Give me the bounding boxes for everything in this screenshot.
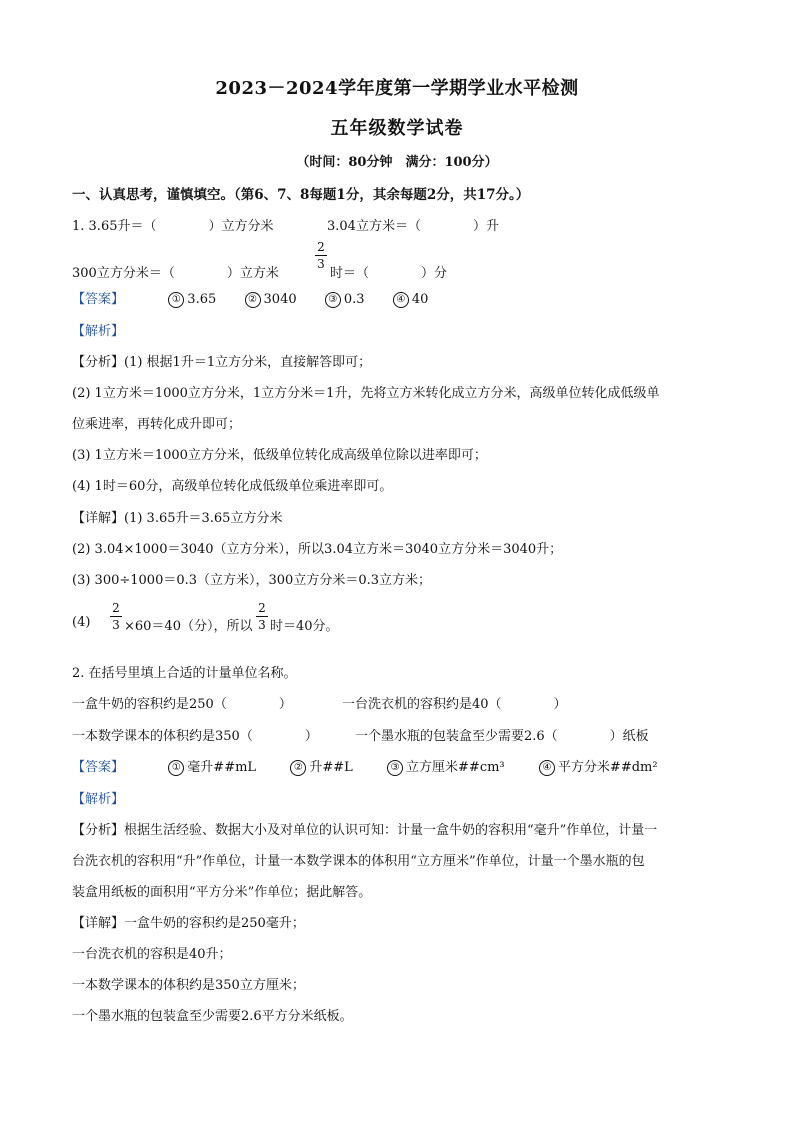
q1-detail-fraction-2 — [256, 601, 268, 632]
q2-jiexi-label: 【解析】 — [72, 792, 125, 807]
q2-detail-2: 一台洗衣机的容积是40升； — [72, 947, 232, 962]
answer-value-1: 毫升##mL — [187, 760, 257, 775]
exam-time-info: （时间：80分钟 满分：100分） — [296, 155, 498, 170]
q1-detail-4-prefix: (4) — [72, 615, 91, 630]
fraction-denominator: 3 — [258, 618, 266, 632]
q2-answer-row — [72, 756, 658, 776]
answer-value-2: 升##L — [309, 760, 353, 775]
answer-value-3: 0.3 — [343, 292, 365, 307]
fraction-numerator: 2 — [317, 240, 325, 254]
q2-analysis-1: 【分析】根据生活经验、数据大小及对单位的认识可知：计量一盒牛奶的容积用“毫升”作单位，计量一 — [72, 823, 658, 838]
answer-num-1: ① — [168, 760, 184, 776]
q1-detail-4-suffix: 时＝40分。 — [270, 619, 339, 634]
answer-num-3: ③ — [387, 760, 403, 776]
q1-detail-1: 【详解】(1) 3.65升＝3.65立方分米 — [72, 511, 283, 526]
q1-answer-row — [72, 288, 428, 308]
section-heading: 一、认真思考，谨慎填空。（第6、7、8每题1分，其余每题2分，共17分。） — [72, 187, 530, 203]
fraction-denominator: 3 — [112, 618, 120, 632]
q1-analysis-1: 【分析】(1) 根据1升＝1立方分米，直接解答即可； — [72, 355, 372, 370]
q1-fraction — [315, 240, 327, 271]
q2-item-4: 一个墨水瓶的包装盒至少需要2.6（ ）纸板 — [355, 729, 649, 744]
answer-num-2: ② — [290, 760, 306, 776]
q1-detail-4-mid: ×60＝40（分），所以 — [124, 619, 253, 634]
exam-title: 2023－2024学年度第一学期学业水平检测 — [215, 78, 579, 99]
q2-stem: 2. 在括号里填上合适的计量单位名称。 — [72, 666, 297, 681]
answer-num-3: ③ — [325, 292, 341, 308]
q1-line1-left: 1. 3.65升＝（ ）立方分米 — [72, 219, 274, 234]
fraction-denominator: 3 — [317, 257, 325, 271]
q2-detail-1: 【详解】一盒牛奶的容积约是250毫升； — [72, 916, 305, 931]
q1-line1-right: 3.04立方米＝（ ）升 — [327, 219, 499, 234]
q1-detail-3: (3) 300÷1000＝0.3（立方米），300立方分米＝0.3立方米； — [72, 573, 431, 588]
answer-num-2: ② — [245, 292, 261, 308]
answer-value-3: 立方厘米##cm³ — [406, 760, 505, 775]
answer-num-4: ④ — [393, 292, 409, 308]
answer-num-1: ① — [168, 292, 184, 308]
answer-value-4: 40 — [411, 292, 429, 307]
q1-line2-left: 300立方分米＝（ ）立方米 — [72, 266, 279, 281]
q2-analysis-3: 装盒用纸板的面积用“平方分米”作单位；据此解答。 — [72, 885, 372, 900]
q2-detail-3: 一本数学课本的体积约是350立方厘米； — [72, 978, 305, 993]
exam-subtitle: 五年级数学试卷 — [330, 118, 464, 139]
q2-analysis-2: 台洗衣机的容积用“升”作单位，计量一本数学课本的体积用“立方厘米”作单位，计量一个墨水瓶的包 — [72, 854, 645, 869]
q1-analysis-4: (4) 1时＝60分，高级单位转化成低级单位乘进率即可。 — [72, 479, 393, 494]
q2-item-1: 一盒牛奶的容积约是250（ ） — [72, 697, 292, 712]
q2-item-3: 一本数学课本的体积约是350（ ） — [72, 729, 318, 744]
answer-label: 【答案】 — [72, 760, 125, 775]
answer-num-4: ④ — [539, 760, 555, 776]
q1-jiexi-label: 【解析】 — [72, 324, 125, 339]
q2-item-2: 一台洗衣机的容积约是40（ ） — [342, 697, 567, 712]
answer-value-2: 3040 — [263, 292, 297, 307]
fraction-numerator: 2 — [112, 601, 120, 615]
fraction-numerator: 2 — [258, 601, 266, 615]
q1-detail-2: (2) 3.04×1000＝3040（立方分米），所以3.04立方米＝3040立方分米＝3040升； — [72, 542, 563, 557]
answer-value-4: 平方分米##dm² — [557, 760, 658, 775]
q1-detail-fraction-1 — [110, 601, 122, 632]
answer-label: 【答案】 — [72, 292, 125, 307]
q1-analysis-2a: (2) 1立方米＝1000立方分米，1立方分米＝1升，先将立方米转化成立方分米，高级单位转化成低级单 — [72, 386, 660, 401]
q1-analysis-2b: 位乘进率，再转化成升即可； — [72, 417, 242, 432]
answer-value-1: 3.65 — [187, 292, 217, 307]
q2-detail-4: 一个墨水瓶的包装盒至少需要2.6平方分米纸板。 — [72, 1009, 353, 1024]
q1-line2-right: 时＝（ ）分 — [330, 266, 448, 281]
q1-analysis-3: (3) 1立方米＝1000立方分米，低级单位转化成高级单位除以进率即可； — [72, 448, 487, 463]
